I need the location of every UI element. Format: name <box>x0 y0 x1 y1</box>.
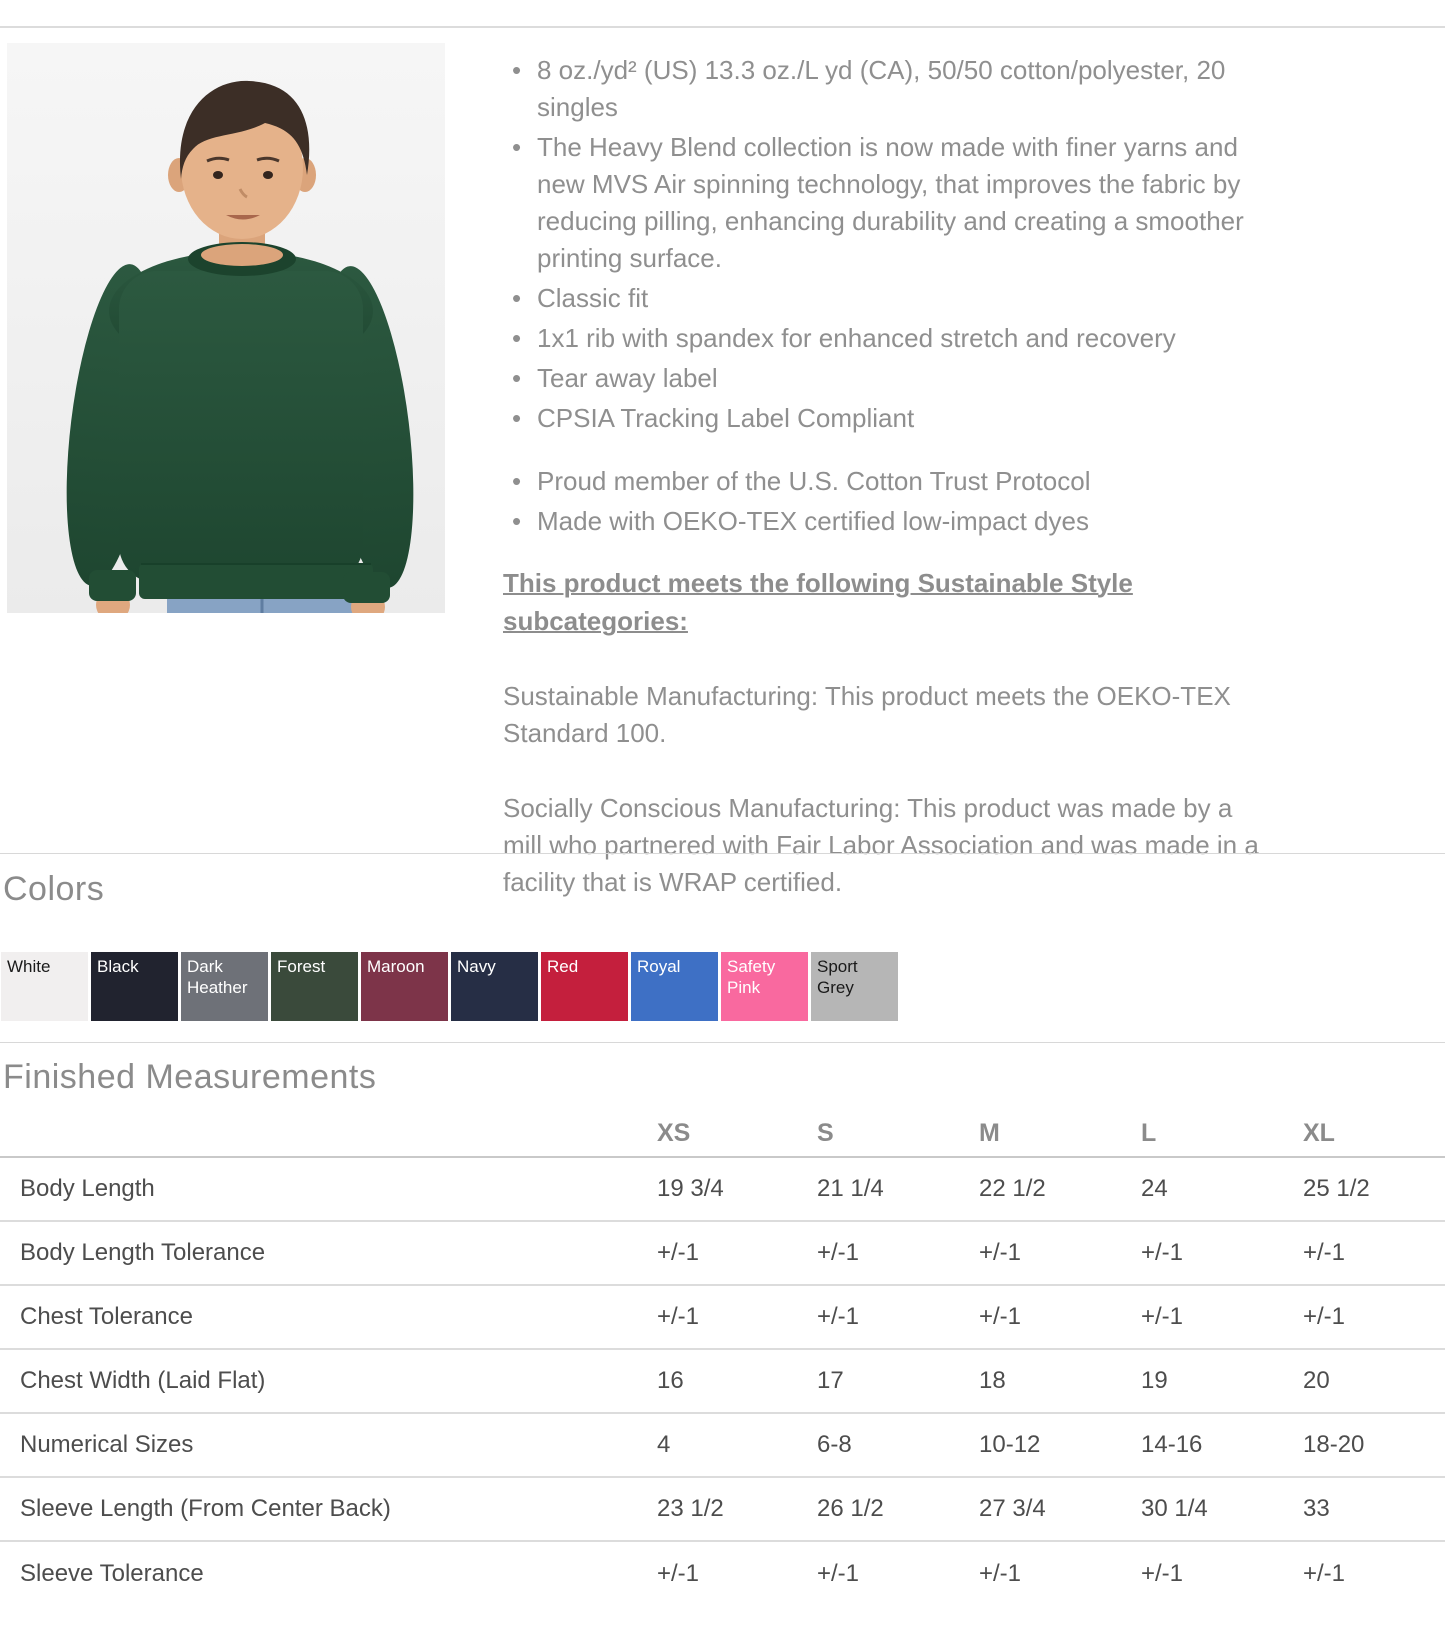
list-item: • 1x1 rib with spandex for enhanced stretch and recovery <box>503 320 1263 357</box>
table-row <box>0 1350 1445 1414</box>
table-cell: +/-1 <box>1303 1303 1346 1330</box>
swatch-label: Royal <box>637 957 681 976</box>
table-cell: 25 1/2 <box>1303 1175 1370 1202</box>
sustainable-manufacturing-paragraph: Sustainable Manufacturing: This product meets the OEKO-TEX Standard 100. <box>503 681 1231 748</box>
table-cell: +/-1 <box>1141 1303 1184 1330</box>
measurements-table <box>0 1108 1445 1606</box>
table-cell: 30 1/4 <box>1141 1495 1208 1522</box>
colors-section-title: Colors <box>3 870 105 908</box>
sustainability-feature-list <box>503 463 1263 540</box>
table-cell: 19 <box>1141 1367 1168 1394</box>
table-row <box>0 1158 1445 1222</box>
list-item: • Tear away label <box>503 360 1263 397</box>
table-row <box>0 1414 1445 1478</box>
column-header-xl: XL <box>1303 1119 1335 1147</box>
list-item: • Classic fit <box>503 280 1263 317</box>
product-details <box>503 52 1263 901</box>
table-cell: +/-1 <box>657 1239 700 1266</box>
list-item: • CPSIA Tracking Label Compliant <box>503 400 1263 437</box>
table-cell: +/-1 <box>1141 1239 1184 1266</box>
table-cell: +/-1 <box>817 1303 860 1330</box>
table-cell: +/-1 <box>1303 1560 1346 1587</box>
column-header-m: M <box>979 1119 1000 1147</box>
table-cell: 6-8 <box>817 1431 852 1458</box>
table-row <box>0 1478 1445 1542</box>
product-photo-illustration <box>7 43 445 613</box>
feature-list <box>503 52 1263 437</box>
swatch-label: Red <box>547 957 579 976</box>
table-cell: 14-16 <box>1141 1431 1203 1458</box>
table-cell: 26 1/2 <box>817 1495 884 1522</box>
table-cell: 4 <box>657 1431 671 1458</box>
column-header-xs: XS <box>657 1119 691 1147</box>
color-swatch-red[interactable] <box>541 952 628 1021</box>
measurements-header-row <box>0 1108 1445 1158</box>
table-cell: 27 3/4 <box>979 1495 1046 1522</box>
list-item: • Made with OEKO-TEX certified low-impact dyes <box>503 503 1263 540</box>
table-cell: 19 3/4 <box>657 1175 724 1202</box>
color-swatch-strip <box>1 952 898 1021</box>
table-cell: +/-1 <box>817 1239 860 1266</box>
table-cell: 10-12 <box>979 1431 1041 1458</box>
table-cell: +/-1 <box>979 1239 1022 1266</box>
table-cell: 18-20 <box>1303 1431 1365 1458</box>
color-swatch-forest[interactable] <box>271 952 358 1021</box>
swatch-label: White <box>7 957 51 976</box>
list-item: • 8 oz./yd² (US) 13.3 oz./L yd (CA), 50/50 cotton/polyester, 20 singles <box>503 52 1263 126</box>
table-cell: 18 <box>979 1367 1006 1394</box>
list-item: • Proud member of the U.S. Cotton Trust Protocol <box>503 463 1263 500</box>
measurements-section-title: Finished Measurements <box>3 1058 377 1096</box>
table-cell: +/-1 <box>1141 1560 1184 1587</box>
swatch-label: Forest <box>277 957 326 976</box>
table-cell: 16 <box>657 1367 684 1394</box>
sustainable-style-heading: This product meets the following Sustainable Style subcategories: <box>503 568 1133 636</box>
swatch-label: Sport Grey <box>817 957 858 997</box>
swatch-label: Safety Pink <box>727 957 776 997</box>
table-row <box>0 1222 1445 1286</box>
color-swatch-royal[interactable] <box>631 952 718 1021</box>
table-cell: 33 <box>1303 1495 1330 1522</box>
column-header-l: L <box>1141 1119 1157 1147</box>
product-photo <box>7 43 445 613</box>
row-label: Chest Tolerance <box>20 1303 193 1330</box>
color-swatch-safety-pink[interactable] <box>721 952 808 1021</box>
color-swatch-maroon[interactable] <box>361 952 448 1021</box>
table-cell: 24 <box>1141 1175 1168 1202</box>
color-swatch-navy[interactable] <box>451 952 538 1021</box>
table-cell: 22 1/2 <box>979 1175 1046 1202</box>
table-cell: 17 <box>817 1367 844 1394</box>
color-swatch-white[interactable] <box>1 952 88 1021</box>
table-row <box>0 1542 1445 1606</box>
table-cell: +/-1 <box>657 1303 700 1330</box>
table-cell: +/-1 <box>817 1560 860 1587</box>
table-cell: 23 1/2 <box>657 1495 724 1522</box>
swatch-label: Navy <box>457 957 496 976</box>
row-label: Numerical Sizes <box>20 1431 194 1458</box>
table-row <box>0 1286 1445 1350</box>
list-item: • The Heavy Blend collection is now made with finer yarns and new MVS Air spinning technology, that improves the fabric by reducing pilling, enhancing durability and creating a smoother printing surface. <box>503 129 1263 277</box>
row-label: Sleeve Length (From Center Back) <box>20 1495 391 1522</box>
color-swatch-black[interactable] <box>91 952 178 1021</box>
swatch-label: Dark Heather <box>187 957 248 997</box>
row-label: Sleeve Tolerance <box>20 1560 204 1587</box>
row-label: Chest Width (Laid Flat) <box>20 1367 266 1394</box>
colors-section-divider <box>0 853 1445 854</box>
swatch-label: Maroon <box>367 957 425 976</box>
color-swatch-dark-heather[interactable] <box>181 952 268 1021</box>
top-divider <box>0 26 1445 28</box>
table-cell: +/-1 <box>979 1560 1022 1587</box>
row-label: Body Length <box>20 1175 155 1202</box>
table-cell: +/-1 <box>657 1560 700 1587</box>
color-swatch-sport-grey[interactable] <box>811 952 898 1021</box>
table-cell: 20 <box>1303 1367 1330 1394</box>
socially-conscious-paragraph: Socially Conscious Manufacturing: This product was made by a mill who partnered with Fair Labor Association and was made in a facility that is WRAP certified. <box>503 793 1259 897</box>
row-label: Body Length Tolerance <box>20 1239 266 1266</box>
table-cell: +/-1 <box>979 1303 1022 1330</box>
column-header-s: S <box>817 1119 834 1147</box>
table-cell: 21 1/4 <box>817 1175 884 1202</box>
table-cell: +/-1 <box>1303 1239 1346 1266</box>
measurements-section-divider <box>0 1042 1445 1043</box>
swatch-label: Black <box>97 957 139 976</box>
